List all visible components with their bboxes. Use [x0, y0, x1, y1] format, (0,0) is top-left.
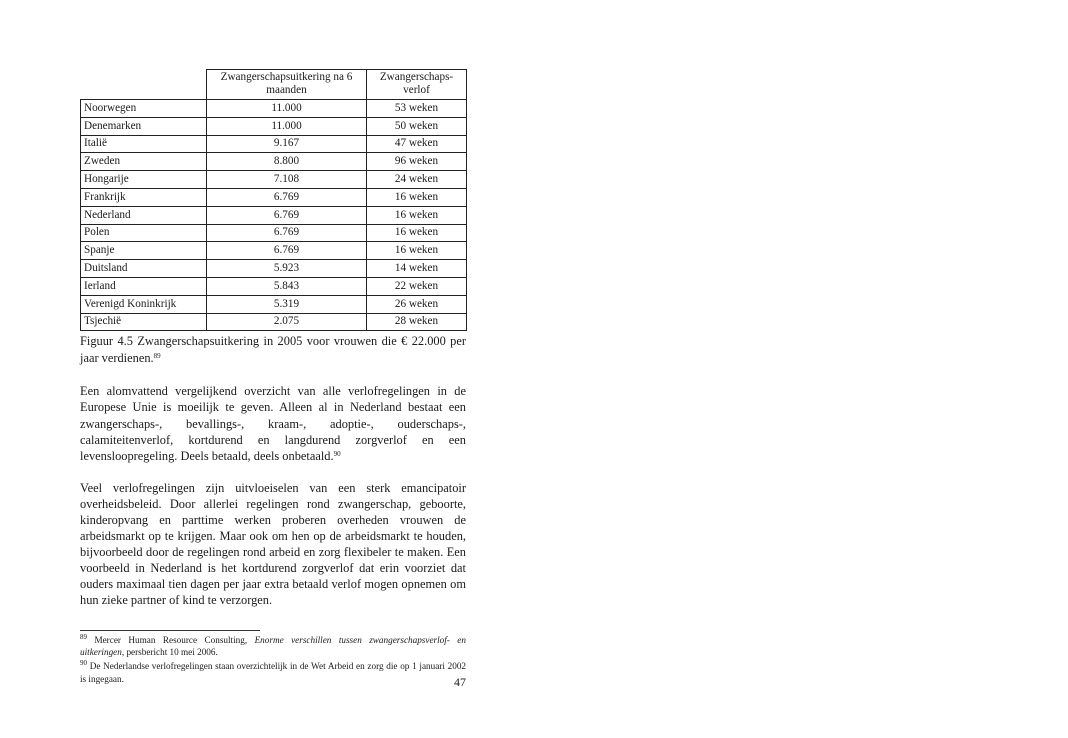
- footnote-text: De Nederlandse verlofregelingen staan overzichtelijk in de Wet Arbeid en zorg die op 1 januari 2002 is ingegaan.: [80, 661, 467, 684]
- maternity-benefit-table: [80, 69, 467, 331]
- table-header-row: [81, 70, 467, 100]
- country-cell: Nederland: [81, 206, 207, 224]
- country-cell: Verenigd Koninkrijk: [81, 295, 207, 313]
- table-header-benefit: Zwangerschapsuitkering na 6 maanden: [207, 70, 367, 100]
- body-paragraph: [80, 383, 466, 463]
- footnote-ref: 90: [333, 449, 341, 458]
- benefit-cell: 11.000: [207, 117, 367, 135]
- figure-caption: [80, 333, 466, 367]
- table-row: [81, 224, 467, 242]
- leave-weeks-cell: 96 weken: [367, 153, 467, 171]
- benefit-cell: 7.108: [207, 171, 367, 189]
- table-row: [81, 171, 467, 189]
- country-cell: Tsjechië: [81, 313, 207, 331]
- benefit-cell: 5.923: [207, 260, 367, 278]
- country-cell: Italië: [81, 135, 207, 153]
- leave-weeks-cell: 26 weken: [367, 295, 467, 313]
- table-row: [81, 277, 467, 295]
- leave-weeks-cell: 47 weken: [367, 135, 467, 153]
- body-paragraph: [80, 480, 466, 609]
- footnote-number: 90: [80, 659, 87, 668]
- benefit-cell: 11.000: [207, 100, 367, 118]
- footnote: [80, 634, 466, 659]
- table-row: [81, 295, 467, 313]
- leave-weeks-cell: 50 weken: [367, 117, 467, 135]
- paragraph-text: Een alomvattend vergelijkend overzicht van alle verlofregelingen in de Europese Unie is moeilijk te geven. Alleen al in Nederland bestaat een zwangerschaps-, bevallings-, kraam-, adoptie-, ouderschaps-, calamiteitenverlof, kortdurend en langdurend zorgverlof en een levensloopregeling. Deels betaald, deels onbetaald.: [80, 384, 466, 463]
- country-cell: Noorwegen: [81, 100, 207, 118]
- footnote-divider: [80, 630, 260, 631]
- leave-weeks-cell: 16 weken: [367, 242, 467, 260]
- benefit-cell: 5.843: [207, 277, 367, 295]
- benefit-cell: 6.769: [207, 206, 367, 224]
- country-cell: Zweden: [81, 153, 207, 171]
- country-cell: Frankrijk: [81, 188, 207, 206]
- benefit-cell: 6.769: [207, 242, 367, 260]
- country-cell: Hongarije: [81, 171, 207, 189]
- page-number: 47: [454, 675, 466, 689]
- benefit-cell: 6.769: [207, 188, 367, 206]
- benefit-cell: 9.167: [207, 135, 367, 153]
- leave-weeks-cell: 16 weken: [367, 224, 467, 242]
- table-row: [81, 117, 467, 135]
- country-cell: Duitsland: [81, 260, 207, 278]
- leave-weeks-cell: 53 weken: [367, 100, 467, 118]
- table-body: [81, 100, 467, 331]
- footnote-title: Enorme verschillen tussen zwangerschapsverlof- en uitkeringen: [80, 634, 466, 657]
- benefit-cell: 8.800: [207, 153, 367, 171]
- table-header-leave: Zwangerschaps- verlof: [367, 70, 467, 100]
- leave-weeks-cell: 14 weken: [367, 260, 467, 278]
- table-row: [81, 135, 467, 153]
- footnote-ref: 89: [153, 352, 161, 361]
- benefit-cell: 5.319: [207, 295, 367, 313]
- footnote-text-end: , persbericht 10 mei 2006.: [121, 646, 218, 657]
- table-row: [81, 206, 467, 224]
- table-row: [81, 188, 467, 206]
- table-header-country: [81, 70, 207, 100]
- document-page: [80, 69, 467, 689]
- leave-weeks-cell: 16 weken: [367, 206, 467, 224]
- footnote-text: Mercer Human Resource Consulting,: [94, 634, 255, 645]
- country-cell: Ierland: [81, 277, 207, 295]
- country-cell: Denemarken: [81, 117, 207, 135]
- leave-weeks-cell: 22 weken: [367, 277, 467, 295]
- leave-weeks-cell: 24 weken: [367, 171, 467, 189]
- table-row: [81, 260, 467, 278]
- paragraph-text: Veel verlofregelingen zijn uitvloeiselen van een sterk emancipatoir overheidsbeleid. Door allerlei regelingen rond zwangerschap, geboorte, kinderopvang en parttime werken proberen overheden vrouwen de arbeidsmarkt op te krijgen. Maar ook om hen op de arbeidsmarkt te houden, bijvoorbeeld door de regelingen rond arbeid en zorg flexibeler te maken. Een voorbeeld in Nederland is het kortdurend zorgverlof dat erin voorziet dat ouders maximaal tien dagen per jaar extra betaald verlof mogen opnemen om hun zieke partner of kind te verzorgen.: [80, 480, 466, 608]
- caption-text: Figuur 4.5 Zwangerschapsuitkering in 2005 voor vrouwen die € 22.000 per jaar verdienen.: [80, 334, 466, 366]
- benefit-cell: 2.075: [207, 313, 367, 331]
- table-row: [81, 242, 467, 260]
- country-cell: Spanje: [81, 242, 207, 260]
- table-row: [81, 313, 467, 331]
- benefit-cell: 6.769: [207, 224, 367, 242]
- leave-weeks-cell: 28 weken: [367, 313, 467, 331]
- footnote-number: 89: [80, 632, 87, 641]
- country-cell: Polen: [81, 224, 207, 242]
- leave-weeks-cell: 16 weken: [367, 188, 467, 206]
- table-row: [81, 100, 467, 118]
- table-row: [81, 153, 467, 171]
